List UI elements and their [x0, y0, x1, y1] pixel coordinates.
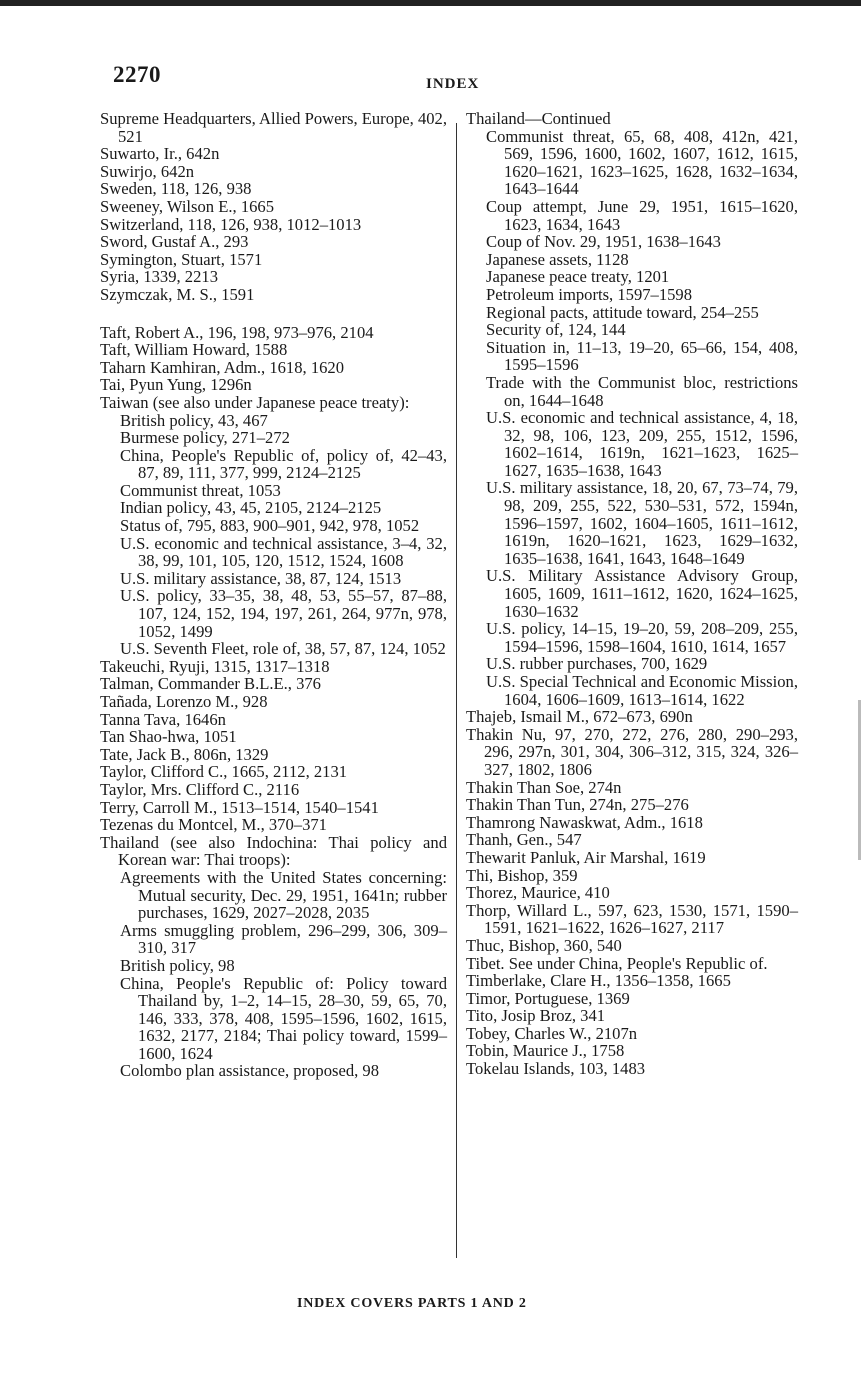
index-subentry: U.S. economic and technical assistance, 4, 18, 32, 98, 106, 123, 209, 255, 1512, 1596, 1602–1614, 1619n, 1621–1623, 1625–1627, 1635–1638, 1643	[486, 408, 798, 480]
index-subentry: Arms smuggling problem, 296–299, 306, 309–310, 317	[120, 920, 447, 958]
index-entry: Thajeb, Ismail M., 672–673, 690n	[466, 707, 693, 727]
index-subentry: British policy, 98	[120, 955, 235, 975]
continued-heading: Thailand—Continued	[466, 109, 611, 128]
index-entry: Timor, Portuguese, 1369	[466, 988, 630, 1008]
index-entry: Tokelau Islands, 103, 1483	[466, 1059, 646, 1079]
index-entry: Syria, 1339, 2213	[100, 267, 218, 287]
index-subentry: Burmese policy, 271–272	[120, 428, 290, 448]
index-entry: Thorp, Willard L., 597, 623, 1530, 1571, 1590–1591, 1621–1622, 1626–1627, 2117	[466, 900, 798, 938]
index-subentry: Regional pacts, attitude toward, 254–255	[486, 302, 759, 322]
index-subentry: Coup attempt, June 29, 1951, 1615–1620, 1623, 1634, 1643	[486, 196, 798, 234]
index-entry: Talman, Commander B.L.E., 376	[100, 674, 321, 694]
footer-note: INDEX COVERS PARTS 1 AND 2	[297, 1296, 527, 1311]
index-subentry: Status of, 795, 883, 900–901, 942, 978, 1052	[120, 516, 420, 536]
index-entry: Switzerland, 118, 126, 938, 1012–1013	[100, 214, 362, 234]
index-entry: Timberlake, Clare H., 1356–1358, 1665	[466, 971, 731, 991]
index-entry: Taharn Kamhiran, Adm., 1618, 1620	[100, 357, 345, 377]
index-column-right	[466, 110, 798, 1078]
entry-spacer	[100, 304, 447, 324]
index-entry: Tan Shao-hwa, 1051	[100, 727, 237, 747]
index-entry: Tate, Jack B., 806n, 1329	[100, 744, 269, 764]
running-head: INDEX	[426, 76, 480, 92]
index-entry: Thorez, Maurice, 410	[466, 883, 610, 903]
index-subentry: British policy, 43, 467	[120, 410, 268, 430]
index-entry: Sweden, 118, 126, 938	[100, 179, 252, 199]
index-subentry: U.S. policy, 14–15, 19–20, 59, 208–209, 255, 1594–1596, 1598–1604, 1610, 1614, 1657	[486, 619, 798, 656]
index-entry: Tobey, Charles W., 2107n	[466, 1023, 638, 1043]
index-subentry: China, People's Republic of: Policy toward Thailand by, 1–2, 14–15, 28–30, 59, 65, 70, 146, 333, 378, 408, 1595–1596, 1602, 1615, 1632, 2177, 2184; Thai policy toward, 1599–1600, 1624	[120, 973, 447, 1063]
page-top-edge	[0, 0, 861, 6]
index-entry: Thewarit Panluk, Air Marshal, 1619	[466, 847, 706, 867]
index-column-left	[100, 110, 447, 1080]
index-entry: Terry, Carroll M., 1513–1514, 1540–1541	[100, 797, 379, 817]
index-subentry: Japanese peace treaty, 1201	[486, 267, 670, 287]
column-divider	[456, 123, 457, 1258]
index-entry: Thakin Than Soe, 274n	[466, 777, 622, 797]
index-subentry: Coup of Nov. 29, 1951, 1638–1643	[486, 232, 721, 252]
index-entry: Tobin, Maurice J., 1758	[466, 1041, 625, 1061]
index-entry: Sword, Gustaf A., 293	[100, 232, 249, 252]
index-entry: Tanna Tava, 1646n	[100, 709, 226, 729]
index-entry: Thamrong Nawaskwat, Adm., 1618	[466, 812, 703, 832]
index-entry: Taylor, Mrs. Clifford C., 2116	[100, 779, 300, 799]
index-subentry: U.S. Military Assistance Advisory Group, 1605, 1609, 1611–1612, 1620, 1624–1625, 1630–1632	[486, 566, 798, 621]
index-subentry: China, People's Republic of, policy of, 42–43, 87, 89, 111, 377, 999, 2124–2125	[120, 445, 447, 483]
index-entry: Thi, Bishop, 359	[466, 865, 578, 885]
index-entry: Supreme Headquarters, Allied Powers, Europe, 402, 521	[100, 109, 448, 146]
index-entry: Suwarto, Ir., 642n	[100, 144, 220, 164]
index-entry: Thakin Than Tun, 274n, 275–276	[466, 795, 689, 815]
index-subentry: Security of, 124, 144	[486, 320, 626, 340]
index-entry: Tibet. See under China, People's Republic of.	[466, 953, 768, 973]
index-entry: Taft, William Howard, 1588	[100, 340, 288, 360]
index-subentry: Communist threat, 65, 68, 408, 412n, 421, 569, 1596, 1600, 1602, 1607, 1612, 1615, 1620–1621, 1623–1625, 1628, 1632–1634, 1643–1644	[486, 126, 798, 199]
index-subentry: Petroleum imports, 1597–1598	[486, 284, 693, 304]
index-entry: Thakin Nu, 97, 270, 272, 276, 280, 290–293, 296, 297n, 301, 304, 306–312, 315, 324, 326–327, 1802, 1806	[466, 724, 798, 779]
index-entry: Sweeney, Wilson E., 1665	[100, 196, 275, 216]
index-subentry: U.S. Seventh Fleet, role of, 38, 57, 87, 124, 1052	[120, 639, 446, 659]
index-subentry: U.S. military assistance, 18, 20, 67, 73–74, 79, 98, 209, 255, 522, 530–531, 572, 1594n, 1596–1597, 1602, 1604–1605, 1611–1612, 1619n, 1620–1621, 1623, 1629–1632, 1635–1638, 1641, 1643, 1648–1649	[486, 478, 798, 568]
index-subentry: U.S. Special Technical and Economic Mission, 1604, 1606–1609, 1613–1614, 1622	[486, 672, 798, 709]
index-subentry: Agreements with the United States concerning: Mutual security, Dec. 29, 1951, 1641n; rubber purchases, 1629, 2027–2028, 2035	[120, 867, 447, 923]
index-entry: Szymczak, M. S., 1591	[100, 284, 255, 304]
index-entry: Thailand (see also Indochina: Thai policy and Korean war: Thai troops):	[100, 832, 447, 870]
index-subentry: Communist threat, 1053	[120, 480, 281, 500]
index-entry: Tañada, Lorenzo M., 928	[100, 692, 268, 711]
index-entry: Suwirjo, 642n	[100, 161, 195, 181]
index-entry: Tito, Josip Broz, 341	[466, 1006, 606, 1026]
index-subentry: U.S. military assistance, 38, 87, 124, 1513	[120, 568, 402, 588]
index-entry: Symington, Stuart, 1571	[100, 249, 263, 269]
index-entry: Thuc, Bishop, 360, 540	[466, 935, 622, 955]
page-number: 2270	[113, 62, 161, 87]
index-entry: Thanh, Gen., 547	[466, 830, 582, 850]
index-subentry: Trade with the Communist bloc, restrictions on, 1644–1648	[486, 372, 798, 410]
index-subentry: Situation in, 11–13, 19–20, 65–66, 154, 408, 1595–1596	[486, 337, 798, 375]
index-subentry: Japanese assets, 1128	[486, 249, 629, 269]
index-entry: Taylor, Clifford C., 1665, 2112, 2131	[100, 762, 348, 782]
index-entry: Taiwan (see also under Japanese peace treaty):	[100, 392, 410, 412]
index-subentry: U.S. rubber purchases, 700, 1629	[486, 654, 708, 674]
index-entry: Taft, Robert A., 196, 198, 973–976, 2104	[100, 322, 374, 342]
index-entry: Tai, Pyun Yung, 1296n	[100, 375, 252, 395]
index-subentry: Colombo plan assistance, proposed, 98	[120, 1061, 380, 1081]
index-subentry: U.S. economic and technical assistance, 3–4, 32, 38, 99, 101, 105, 120, 1512, 1524, 1608	[120, 533, 447, 571]
index-subentry: U.S. policy, 33–35, 38, 48, 53, 55–57, 87–88, 107, 124, 152, 194, 197, 261, 264, 977n, 978, 1052, 1499	[120, 586, 447, 641]
index-subentry: Indian policy, 43, 45, 2105, 2124–2125	[120, 498, 382, 518]
index-entry: Takeuchi, Ryuji, 1315, 1317–1318	[100, 656, 330, 676]
index-entry: Tezenas du Montcel, M., 370–371	[100, 815, 327, 835]
